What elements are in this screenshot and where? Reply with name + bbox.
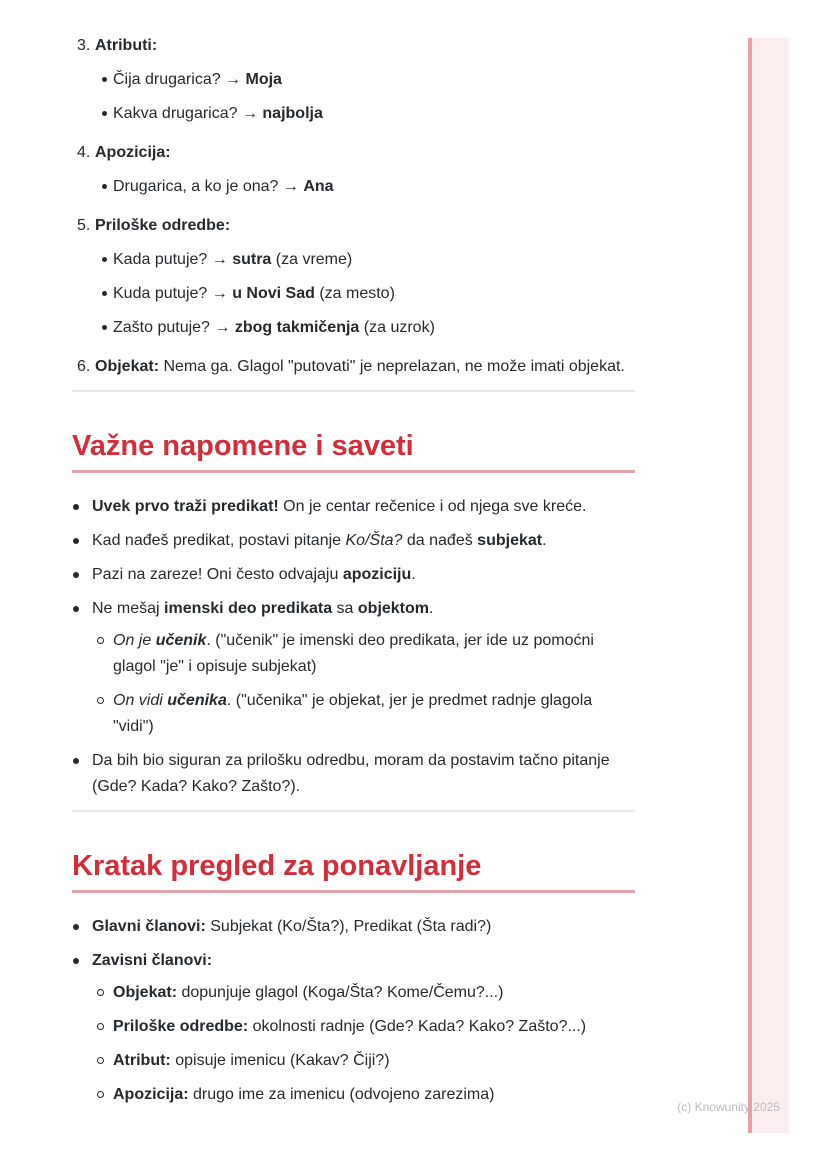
notes-bullet-list [72,494,635,800]
text-segment-bold-italic: učenika [167,692,227,709]
item-number: 3. [77,37,91,54]
item-body [95,33,635,127]
item-label: Objekat: [95,358,160,375]
text-segment: Drugarica, a ko je ona? → [113,178,304,195]
text-segment-bold: objektom [357,600,430,617]
text-segment-bold: apoziciju [342,566,412,583]
list-item [113,67,635,93]
text-segment: Subjekat (Ko/Šta?), Predikat (Šta radi?) [205,918,492,935]
text-segment-bold: Uvek prvo traži predikat! [92,498,279,515]
text-segment: sa [332,600,358,617]
item-number: 6. [77,358,91,375]
list-item [92,914,635,940]
text-segment: Da bih bio siguran za prilošku odredbu, moram da postavim tačno pitanje (Gde? Kada? Kako? Zašto?). [92,752,610,795]
item-body [95,354,635,380]
text-segment: (za mesto) [314,285,395,302]
numbered-item-apozicija [72,140,635,200]
text-segment-bold: Zavisni članovi: [92,952,213,969]
section-heading-review: Kratak pregled za ponavljanje [72,848,635,893]
text-segment-bold: Moja [245,71,282,88]
list-item [113,281,635,307]
numbered-item-objekat [72,354,635,380]
decorative-side-strip [748,38,789,1133]
text-segment: Pazi na zareze! Oni često odvajaju [92,566,343,583]
text-segment: Kakva drugarica? → [113,105,263,122]
list-item [113,1048,635,1074]
text-segment: . ("učenika" je objekat, jer je predmet radnje glagola "vidi") [113,692,593,735]
text-segment: da nađeš [402,532,478,549]
text-segment: okolnosti radnje (Gde? Kada? Kako? Zašto?...) [248,1018,587,1035]
text-segment-bold: Priloške odredbe: [113,1018,249,1035]
text-segment-bold: Ana [303,178,334,195]
item-label: Priloške odredbe: [95,217,231,234]
text-segment-bold: subjekat [477,532,543,549]
list-item [113,101,635,127]
text-segment-bold: Atribut: [113,1052,171,1069]
text-segment: dopunjuje glagol (Koga/Šta? Kome/Čemu?...) [177,984,504,1001]
list-item [92,596,635,740]
list-item [113,980,635,1006]
list-item [92,948,635,1108]
section-heading-notes: Važne napomene i saveti [72,428,635,473]
text-segment-bold: Apozicija: [113,1086,189,1103]
text-segment-bold: zbog takmičenja [234,319,360,336]
text-segment: drugo ime za imenicu (odvojeno zarezima) [188,1086,495,1103]
list-item [92,562,635,588]
item-bullet-list [95,67,635,127]
text-segment: Zašto putuje? → [113,319,235,336]
list-item [113,174,635,200]
text-segment: . [411,566,416,583]
numbered-item-priloske-odredbe [72,213,635,341]
text-segment: Ne mešaj [92,600,165,617]
text-segment: Kuda putuje? → [113,285,233,302]
text-segment: . ("učenik" je imenski deo predikata, jer ide uz pomoćni glagol "je" i opisuje subjekat) [113,632,594,675]
notes-sub-list [92,628,635,740]
text-segment-bold-italic: učenik [155,632,207,649]
list-item [92,748,635,800]
item-body [95,140,635,200]
text-segment-italic: On je [113,632,156,649]
list-item [113,315,635,341]
text-segment-italic: On vidi [113,692,168,709]
text-segment-bold: sutra [232,251,272,268]
text-segment-bold: imenski deo predikata [164,600,333,617]
numbered-item-atributi [72,33,635,127]
document-content [72,33,635,1108]
item-bullet-list [95,247,635,341]
list-item [113,1082,635,1108]
text-segment: Čija drugarica? → [113,71,246,88]
item-body [95,213,635,341]
item-label: Apozicija: [95,144,171,161]
list-item [113,688,635,740]
item-label: Atributi: [95,37,158,54]
item-bullet-list [95,174,635,200]
item-number: 4. [77,144,91,161]
text-segment-bold: Objekat: [113,984,178,1001]
text-segment-bold: u Novi Sad [232,285,315,302]
text-segment: (za uzrok) [359,319,435,336]
review-bullet-list [72,914,635,1108]
footer-copyright: (c) Knowunity 2025 [677,1100,780,1114]
section-divider [72,390,635,392]
list-item [113,1014,635,1040]
text-segment: (za vreme) [271,251,353,268]
text-segment: Kad nađeš predikat, postavi pitanje [92,532,346,549]
item-number: 5. [77,217,91,234]
section-divider [72,810,635,812]
text-segment-bold: Glavni članovi: [92,918,206,935]
text-segment: opisuje imenicu (Kakav? Čiji?) [170,1052,390,1069]
text-segment: Nema ga. Glagol "putovati" je neprelazan, ne može imati objekat. [159,358,625,375]
list-item [92,494,635,520]
review-sub-list [92,980,635,1108]
list-item [113,628,635,680]
text-segment: On je centar rečenice i od njega sve kreće. [278,498,587,515]
text-segment: Kada putuje? → [113,251,233,268]
text-segment: . [542,532,547,549]
list-item [113,247,635,273]
text-segment-bold: najbolja [262,105,323,122]
text-segment: . [429,600,434,617]
text-segment-italic: Ko/Šta? [345,532,403,549]
list-item [92,528,635,554]
